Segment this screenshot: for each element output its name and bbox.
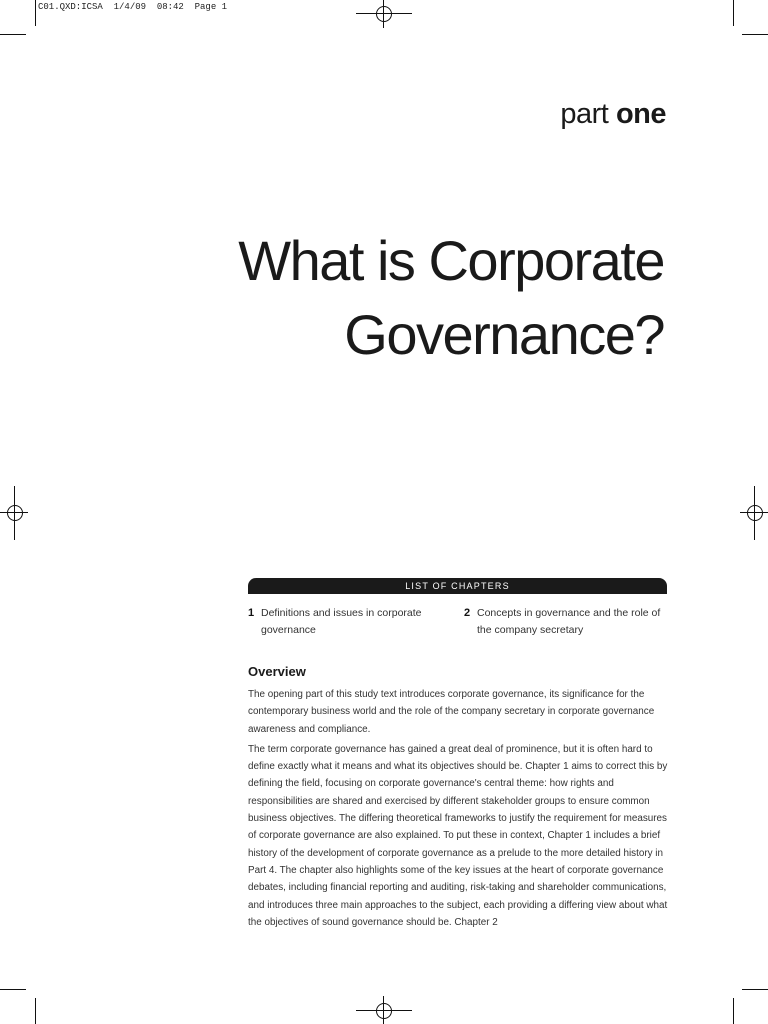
- chapter-number: 1: [248, 607, 255, 619]
- overview-heading: Overview: [248, 664, 306, 679]
- chapter-title: Definitions and issues in corporate governance: [261, 607, 422, 636]
- chapter-item: [464, 605, 669, 639]
- chapter-item: [248, 605, 453, 639]
- crop-mark: [742, 989, 768, 990]
- chapter-number: 2: [464, 607, 471, 619]
- part-word: part: [560, 98, 609, 130]
- chapters-header: LIST OF CHAPTERS: [248, 578, 667, 594]
- overview-body: [248, 686, 669, 934]
- crop-mark: [0, 34, 26, 35]
- chapter-title: Concepts in governance and the role of the company secretary: [477, 607, 661, 636]
- part-label: [560, 98, 666, 131]
- crop-mark: [733, 998, 734, 1024]
- crop-mark: [742, 34, 768, 35]
- crop-mark: [733, 0, 734, 26]
- crop-mark: [35, 998, 36, 1024]
- crop-mark: [35, 0, 36, 26]
- print-slug: C01.QXD:ICSA 1/4/09 08:42 Page 1: [38, 2, 228, 12]
- paragraph: The term corporate governance has gained a great deal of prominence, but it is often hard to define exactly what it means and what its objectives should be. Chapter 1 aims to correct this by defining the field, focusing on corporate governance's central theme: how rights and responsibilities are shared and exercised by different stakeholder groups to ensure common business objectives. The differing theoretical frameworks to justify the requirement for measures of corporate governance are also explained. To put these in context, Chapter 1 includes a brief history of the development of corporate governance as a prelude to the more detailed history in Part 4. The chapter also highlights some of the key issues at the heart of corporate governance debates, including financial reporting and auditing, risk-taking and shareholder communications, and introduces three main approaches to the subject, each providing a differing view about what the objectives of sound governance should be. Chapter 2: [248, 743, 668, 928]
- title-line-2: Governance?: [344, 303, 664, 366]
- paragraph: The opening part of this study text introduces corporate governance, its significance for the contemporary business world and the role of the company secretary in corporate governance awareness and compliance.: [248, 689, 655, 735]
- part-number: one: [615, 98, 666, 130]
- title-line-1: What is Corporate: [238, 229, 664, 292]
- crop-mark: [0, 989, 26, 990]
- page-title: [144, 224, 664, 372]
